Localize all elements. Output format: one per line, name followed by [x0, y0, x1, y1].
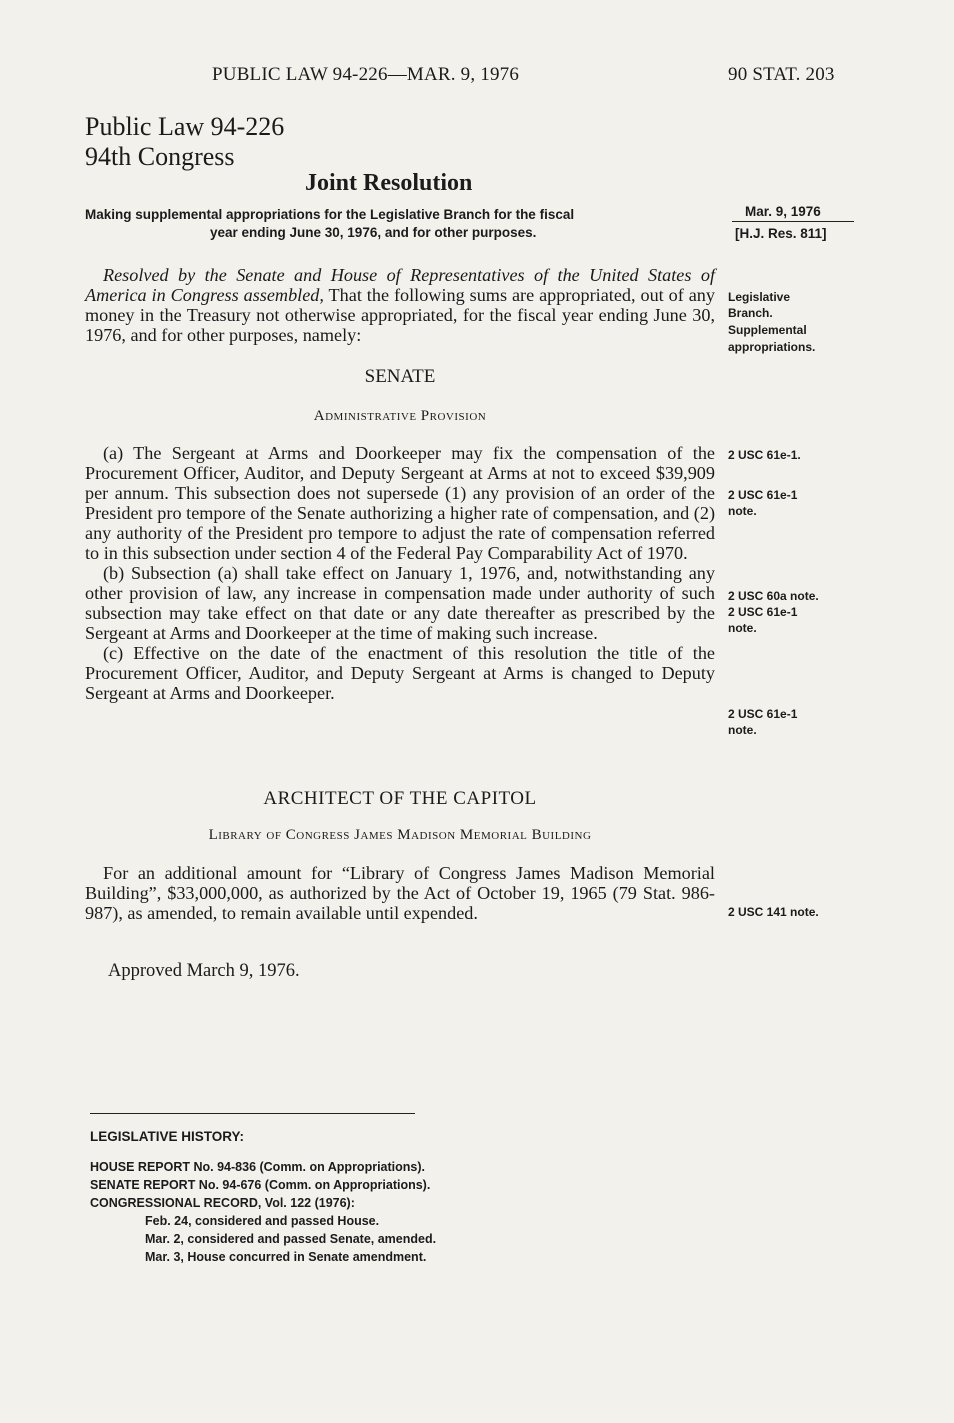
history-rule — [90, 1113, 415, 1114]
history-heading: LEGISLATIVE HISTORY: — [90, 1129, 245, 1144]
congress-number: 94th Congress — [85, 142, 235, 171]
margin-date: Mar. 9, 1976 — [745, 204, 821, 219]
margin-cite-3: 2 USC 60a note. — [728, 589, 819, 603]
enacting-rest: That the following sums are appropriated, out of any money in the Treasury not otherwise appropriated, for the fiscal year ending June 30, 1976, and for other purposes, namely: — [85, 285, 715, 345]
senate-para-b: (b) Subsection (a) shall take effect on January 1, 1976, and, notwithstanding any other provision of law, any increase in compensation made under authority of such subsection may take effect on that date or any date thereafter as prescribed by the Sergeant at Arms and Doorkeeper at the time of making such increase. — [85, 563, 715, 643]
architect-subheading: Library of Congress James Madison Memorial Building — [208, 827, 592, 843]
law-number: Public Law 94-226 — [85, 112, 285, 141]
running-header-right: 90 STAT. 203 — [728, 64, 835, 85]
architect-heading: ARCHITECT OF THE CAPITOL — [263, 788, 537, 809]
architect-provision — [85, 863, 715, 923]
margin-cite-6: 2 USC 141 note. — [728, 905, 819, 919]
margin-cite-4b: note. — [728, 621, 757, 635]
margin-cite-4a: 2 USC 61e-1 — [728, 605, 798, 619]
running-header-left: PUBLIC LAW 94-226—MAR. 9, 1976 — [212, 64, 520, 85]
purpose-line-2: year ending June 30, 1976, and for other purposes. — [210, 225, 537, 240]
purpose-line-1: Making supplemental appropriations for the Legislative Branch for the fiscal — [85, 207, 575, 222]
senate-provisions — [85, 443, 715, 703]
history-line-3: CONGRESSIONAL RECORD, Vol. 122 (1976): — [90, 1196, 355, 1210]
senate-para-c: (c) Effective on the date of the enactment of this resolution the title of the Procurement Officer, Auditor, and Deputy Sergeant at Arms is changed to Deputy Sergeant at Arms and Doorkeeper. — [85, 643, 715, 703]
margin-bill: [H.J. Res. 811] — [735, 226, 827, 241]
margin-topic-4: appropriations. — [728, 340, 816, 354]
margin-cite-5a: 2 USC 61e-1 — [728, 707, 798, 721]
margin-topic-1: Legislative — [728, 290, 791, 304]
architect-para: For an additional amount for “Library of Congress James Madison Memorial Building”, $33,000,000, as authorized by the Act of October 19, 1965 (79 Stat. 986-987), as amended, to remain available until expended. — [85, 863, 715, 923]
enacting-clause — [85, 265, 715, 345]
margin-cite-1: 2 USC 61e-1. — [728, 448, 801, 462]
margin-topic-3: Supplemental — [728, 323, 807, 337]
margin-cite-5b: note. — [728, 723, 757, 737]
enacting-italic: Resolved by the Senate and House of Representatives of the United States of America in Congress assembled, — [85, 265, 715, 305]
history-line-1: HOUSE REPORT No. 94-836 (Comm. on Appropriations). — [90, 1160, 425, 1174]
margin-rule — [732, 221, 854, 222]
margin-topic-2: Branch. — [728, 306, 773, 320]
history-line-5: Mar. 2, considered and passed Senate, amended. — [145, 1232, 437, 1246]
history-line-6: Mar. 3, House concurred in Senate amendment. — [145, 1250, 427, 1264]
margin-cite-2a: 2 USC 61e-1 — [728, 488, 798, 502]
history-line-4: Feb. 24, considered and passed House. — [145, 1214, 380, 1228]
history-line-2: SENATE REPORT No. 94-676 (Comm. on Appropriations). — [90, 1178, 431, 1192]
senate-para-a: (a) The Sergeant at Arms and Doorkeeper may fix the compensation of the Procurement Officer, Auditor, and Deputy Sergeant at Arms at not to exceed $39,909 per annum. This subsection does not supersede (1) any provision of an order of the President pro tempore of the Senate authorizing a higher rate of compensation, and (2) any authority of the President pro tempore to adjust the rate of compensation referred to in this subsection under section 4 of the Federal Pay Comparability Act of 1970. — [85, 443, 715, 563]
approved-date: Approved March 9, 1976. — [108, 961, 300, 981]
document-title: Joint Resolution — [305, 170, 473, 196]
margin-cite-2b: note. — [728, 504, 757, 518]
senate-subheading: Administrative Provision — [313, 408, 487, 424]
senate-heading: SENATE — [364, 366, 436, 387]
